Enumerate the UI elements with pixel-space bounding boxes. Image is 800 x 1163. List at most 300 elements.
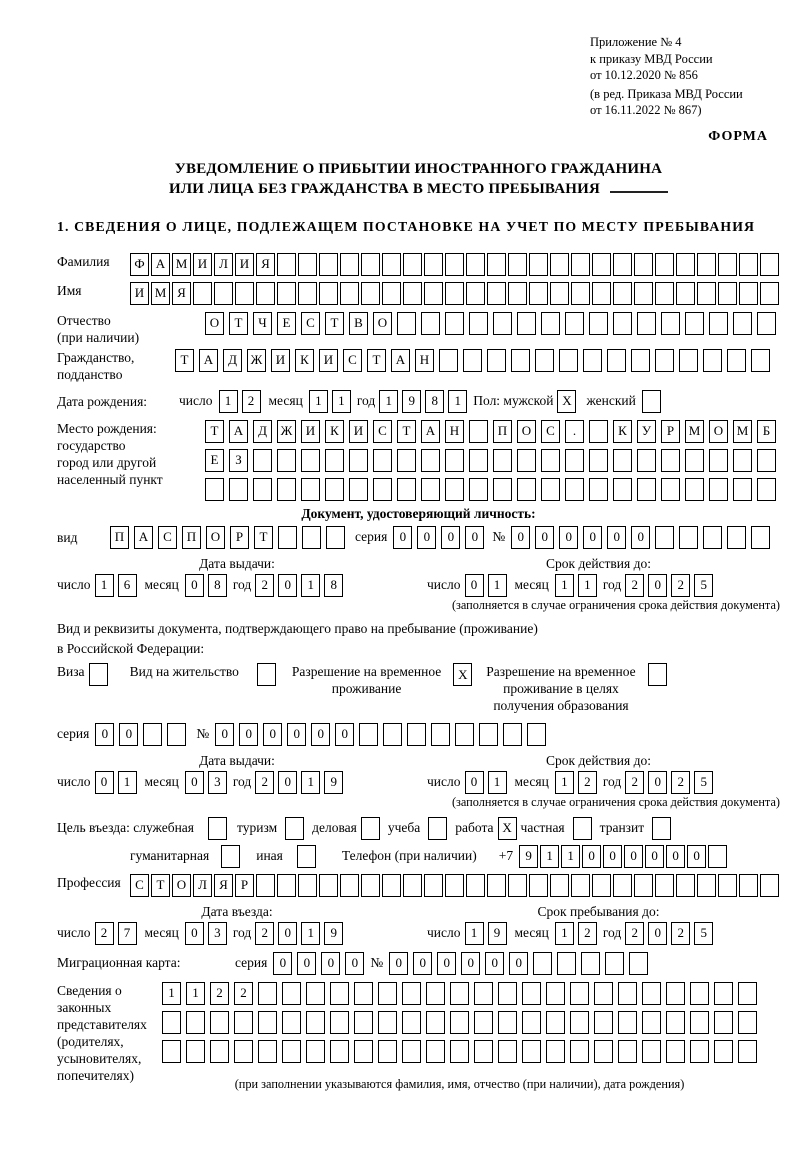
form-cell[interactable]: М (172, 253, 191, 276)
form-cell[interactable]: 0 (631, 526, 650, 549)
residence-permit-checkbox[interactable] (257, 663, 276, 686)
form-cell[interactable] (739, 282, 758, 305)
form-cell[interactable] (349, 449, 368, 472)
form-cell[interactable] (474, 982, 493, 1005)
form-cell[interactable]: А (151, 253, 170, 276)
form-cell[interactable]: Е (205, 449, 224, 472)
form-cell[interactable]: 9 (324, 922, 343, 945)
form-cell[interactable]: Я (172, 282, 191, 305)
form-cell[interactable] (382, 282, 401, 305)
form-cell[interactable]: О (206, 526, 225, 549)
form-cell[interactable] (278, 526, 297, 549)
form-cell[interactable] (426, 1011, 445, 1034)
form-cell[interactable] (733, 449, 752, 472)
form-cell[interactable]: 0 (485, 952, 504, 975)
form-cell[interactable] (637, 312, 656, 335)
purpose-private-checkbox[interactable] (573, 817, 592, 840)
form-cell[interactable] (631, 349, 650, 372)
form-cell[interactable] (319, 282, 338, 305)
form-cell[interactable] (378, 1040, 397, 1063)
form-cell[interactable] (618, 1040, 637, 1063)
form-cell[interactable]: 0 (687, 845, 706, 868)
form-cell[interactable]: 1 (162, 982, 181, 1005)
form-cell[interactable]: 8 (208, 574, 227, 597)
form-cell[interactable]: 0 (624, 845, 643, 868)
form-cell[interactable] (718, 874, 737, 897)
form-cell[interactable]: П (182, 526, 201, 549)
purpose-humanitarian-checkbox[interactable] (221, 845, 240, 868)
form-cell[interactable]: Е (277, 312, 296, 335)
form-cell[interactable]: З (229, 449, 248, 472)
form-cell[interactable]: 0 (559, 526, 578, 549)
form-cell[interactable]: К (613, 420, 632, 443)
form-cell[interactable] (618, 982, 637, 1005)
form-cell[interactable]: Р (235, 874, 254, 897)
form-cell[interactable]: И (235, 253, 254, 276)
form-cell[interactable] (757, 478, 776, 501)
form-cell[interactable] (550, 253, 569, 276)
form-cell[interactable] (234, 1011, 253, 1034)
form-cell[interactable] (714, 1011, 733, 1034)
form-cell[interactable]: 1 (301, 574, 320, 597)
form-cell[interactable] (421, 449, 440, 472)
form-cell[interactable] (205, 478, 224, 501)
purpose-transit-checkbox[interactable] (652, 817, 671, 840)
form-cell[interactable]: 0 (461, 952, 480, 975)
form-cell[interactable] (431, 723, 450, 746)
form-cell[interactable]: 9 (519, 845, 538, 868)
form-cell[interactable] (277, 282, 296, 305)
form-cell[interactable]: 1 (219, 390, 238, 413)
form-cell[interactable] (535, 349, 554, 372)
form-cell[interactable]: К (325, 420, 344, 443)
form-cell[interactable] (229, 478, 248, 501)
form-cell[interactable] (546, 1011, 565, 1034)
temp-permit-checkbox[interactable]: X (453, 663, 472, 686)
form-cell[interactable] (319, 874, 338, 897)
form-cell[interactable] (439, 349, 458, 372)
form-cell[interactable] (424, 874, 443, 897)
form-cell[interactable] (210, 1040, 229, 1063)
form-cell[interactable] (529, 874, 548, 897)
form-cell[interactable]: 2 (671, 771, 690, 794)
form-cell[interactable] (298, 253, 317, 276)
form-cell[interactable] (359, 723, 378, 746)
form-cell[interactable] (508, 253, 527, 276)
form-cell[interactable] (479, 723, 498, 746)
form-cell[interactable]: 0 (95, 723, 114, 746)
form-cell[interactable] (613, 312, 632, 335)
form-cell[interactable] (661, 449, 680, 472)
form-cell[interactable] (709, 449, 728, 472)
form-cell[interactable]: Р (230, 526, 249, 549)
form-cell[interactable]: 0 (465, 574, 484, 597)
form-cell[interactable] (570, 1011, 589, 1034)
form-cell[interactable]: С (158, 526, 177, 549)
form-cell[interactable] (618, 1011, 637, 1034)
form-cell[interactable] (541, 478, 560, 501)
form-cell[interactable]: О (517, 420, 536, 443)
form-cell[interactable] (326, 526, 345, 549)
form-cell[interactable] (445, 478, 464, 501)
form-cell[interactable]: 0 (263, 723, 282, 746)
form-cell[interactable] (511, 349, 530, 372)
form-cell[interactable] (517, 312, 536, 335)
form-cell[interactable] (613, 478, 632, 501)
form-cell[interactable]: 1 (555, 922, 574, 945)
form-cell[interactable]: 0 (582, 845, 601, 868)
form-cell[interactable] (330, 1011, 349, 1034)
form-cell[interactable]: Т (229, 312, 248, 335)
form-cell[interactable]: Я (256, 253, 275, 276)
form-cell[interactable] (373, 478, 392, 501)
form-cell[interactable] (613, 449, 632, 472)
form-cell[interactable]: 0 (185, 922, 204, 945)
form-cell[interactable] (493, 312, 512, 335)
form-cell[interactable] (426, 1040, 445, 1063)
form-cell[interactable] (760, 874, 779, 897)
form-cell[interactable] (522, 1011, 541, 1034)
form-cell[interactable] (685, 478, 704, 501)
form-cell[interactable]: 2 (95, 922, 114, 945)
form-cell[interactable] (676, 253, 695, 276)
form-cell[interactable] (634, 253, 653, 276)
form-cell[interactable]: 2 (255, 922, 274, 945)
form-cell[interactable] (517, 478, 536, 501)
form-cell[interactable] (527, 723, 546, 746)
form-cell[interactable]: М (733, 420, 752, 443)
form-cell[interactable] (690, 1011, 709, 1034)
form-cell[interactable]: 0 (648, 771, 667, 794)
form-cell[interactable] (637, 449, 656, 472)
form-cell[interactable]: 0 (441, 526, 460, 549)
form-cell[interactable] (466, 874, 485, 897)
form-cell[interactable] (594, 1040, 613, 1063)
form-cell[interactable] (493, 478, 512, 501)
form-cell[interactable] (594, 982, 613, 1005)
form-cell[interactable] (570, 1040, 589, 1063)
form-cell[interactable]: Т (175, 349, 194, 372)
form-cell[interactable]: 2 (671, 574, 690, 597)
form-cell[interactable]: 0 (335, 723, 354, 746)
form-cell[interactable]: Р (661, 420, 680, 443)
form-cell[interactable]: 1 (448, 390, 467, 413)
form-cell[interactable] (403, 874, 422, 897)
form-cell[interactable] (571, 874, 590, 897)
form-cell[interactable]: 0 (185, 574, 204, 597)
form-cell[interactable] (760, 282, 779, 305)
form-cell[interactable]: 1 (555, 771, 574, 794)
form-cell[interactable] (679, 526, 698, 549)
form-cell[interactable]: 5 (694, 574, 713, 597)
form-cell[interactable]: 3 (208, 771, 227, 794)
form-cell[interactable] (382, 874, 401, 897)
form-cell[interactable] (277, 449, 296, 472)
form-cell[interactable] (760, 253, 779, 276)
form-cell[interactable] (402, 1011, 421, 1034)
form-cell[interactable] (445, 253, 464, 276)
form-cell[interactable] (757, 449, 776, 472)
form-cell[interactable] (714, 1040, 733, 1063)
form-cell[interactable] (565, 478, 584, 501)
form-cell[interactable] (690, 1040, 709, 1063)
form-cell[interactable] (325, 478, 344, 501)
form-cell[interactable] (256, 282, 275, 305)
form-cell[interactable]: 0 (607, 526, 626, 549)
form-cell[interactable] (306, 1011, 325, 1034)
form-cell[interactable]: Н (415, 349, 434, 372)
form-cell[interactable] (407, 723, 426, 746)
form-cell[interactable] (594, 1011, 613, 1034)
form-cell[interactable]: 1 (555, 574, 574, 597)
temp-permit-edu-checkbox[interactable] (648, 663, 667, 686)
form-cell[interactable] (463, 349, 482, 372)
form-cell[interactable] (571, 253, 590, 276)
form-cell[interactable] (571, 282, 590, 305)
form-cell[interactable] (487, 253, 506, 276)
form-cell[interactable] (487, 874, 506, 897)
form-cell[interactable]: 0 (95, 771, 114, 794)
form-cell[interactable] (690, 982, 709, 1005)
form-cell[interactable]: 0 (345, 952, 364, 975)
form-cell[interactable]: И (271, 349, 290, 372)
form-cell[interactable] (186, 1040, 205, 1063)
form-cell[interactable] (661, 312, 680, 335)
form-cell[interactable] (424, 253, 443, 276)
form-cell[interactable] (330, 1040, 349, 1063)
form-cell[interactable]: 0 (278, 574, 297, 597)
purpose-business-checkbox[interactable] (361, 817, 380, 840)
form-cell[interactable] (258, 1011, 277, 1034)
form-cell[interactable] (557, 952, 576, 975)
purpose-work-checkbox[interactable]: X (498, 817, 517, 840)
form-cell[interactable]: 0 (645, 845, 664, 868)
form-cell[interactable] (708, 845, 727, 868)
form-cell[interactable] (143, 723, 162, 746)
form-cell[interactable] (634, 874, 653, 897)
form-cell[interactable]: П (493, 420, 512, 443)
form-cell[interactable] (592, 282, 611, 305)
form-cell[interactable]: 0 (583, 526, 602, 549)
form-cell[interactable]: 0 (311, 723, 330, 746)
form-cell[interactable]: 0 (321, 952, 340, 975)
form-cell[interactable]: 0 (273, 952, 292, 975)
form-cell[interactable]: Н (445, 420, 464, 443)
form-cell[interactable]: С (130, 874, 149, 897)
form-cell[interactable] (697, 874, 716, 897)
form-cell[interactable]: 1 (488, 771, 507, 794)
form-cell[interactable]: 0 (278, 771, 297, 794)
form-cell[interactable] (253, 478, 272, 501)
form-cell[interactable] (466, 253, 485, 276)
form-cell[interactable] (666, 982, 685, 1005)
form-cell[interactable] (402, 1040, 421, 1063)
form-cell[interactable] (605, 952, 624, 975)
form-cell[interactable] (277, 874, 296, 897)
form-cell[interactable] (373, 449, 392, 472)
form-cell[interactable]: О (709, 420, 728, 443)
form-cell[interactable] (498, 982, 517, 1005)
form-cell[interactable]: К (295, 349, 314, 372)
form-cell[interactable]: 1 (379, 390, 398, 413)
form-cell[interactable] (349, 478, 368, 501)
form-cell[interactable]: 2 (255, 771, 274, 794)
form-cell[interactable] (661, 478, 680, 501)
form-cell[interactable] (676, 282, 695, 305)
form-cell[interactable] (445, 874, 464, 897)
form-cell[interactable]: Я (214, 874, 233, 897)
form-cell[interactable] (235, 282, 254, 305)
form-cell[interactable] (445, 449, 464, 472)
form-cell[interactable]: 0 (297, 952, 316, 975)
form-cell[interactable] (655, 253, 674, 276)
form-cell[interactable] (634, 282, 653, 305)
form-cell[interactable] (727, 526, 746, 549)
form-cell[interactable] (718, 282, 737, 305)
form-cell[interactable]: 2 (625, 771, 644, 794)
form-cell[interactable] (474, 1040, 493, 1063)
form-cell[interactable]: 0 (119, 723, 138, 746)
form-cell[interactable] (533, 952, 552, 975)
form-cell[interactable]: Л (193, 874, 212, 897)
form-cell[interactable] (613, 874, 632, 897)
form-cell[interactable] (210, 1011, 229, 1034)
form-cell[interactable] (474, 1011, 493, 1034)
form-cell[interactable] (426, 982, 445, 1005)
form-cell[interactable]: 0 (417, 526, 436, 549)
form-cell[interactable]: И (301, 420, 320, 443)
form-cell[interactable]: 0 (437, 952, 456, 975)
form-cell[interactable]: 1 (309, 390, 328, 413)
form-cell[interactable] (714, 982, 733, 1005)
form-cell[interactable]: 1 (578, 574, 597, 597)
form-cell[interactable] (382, 253, 401, 276)
form-cell[interactable] (655, 526, 674, 549)
form-cell[interactable] (570, 982, 589, 1005)
form-cell[interactable] (655, 349, 674, 372)
form-cell[interactable]: 0 (465, 771, 484, 794)
form-cell[interactable] (383, 723, 402, 746)
form-cell[interactable] (685, 312, 704, 335)
form-cell[interactable] (592, 874, 611, 897)
form-cell[interactable] (325, 449, 344, 472)
form-cell[interactable] (450, 982, 469, 1005)
form-cell[interactable] (751, 349, 770, 372)
form-cell[interactable]: Т (205, 420, 224, 443)
form-cell[interactable]: Т (367, 349, 386, 372)
sex-female-checkbox[interactable] (642, 390, 661, 413)
form-cell[interactable] (676, 874, 695, 897)
form-cell[interactable] (397, 449, 416, 472)
form-cell[interactable] (162, 1040, 181, 1063)
form-cell[interactable] (361, 253, 380, 276)
purpose-tourism-checkbox[interactable] (285, 817, 304, 840)
form-cell[interactable]: 2 (578, 771, 597, 794)
form-cell[interactable] (607, 349, 626, 372)
form-cell[interactable] (330, 982, 349, 1005)
form-cell[interactable]: 0 (509, 952, 528, 975)
form-cell[interactable]: 8 (324, 574, 343, 597)
form-cell[interactable] (522, 1040, 541, 1063)
form-cell[interactable]: Б (757, 420, 776, 443)
purpose-study-checkbox[interactable] (428, 817, 447, 840)
form-cell[interactable]: 3 (208, 922, 227, 945)
form-cell[interactable] (655, 282, 674, 305)
form-cell[interactable] (522, 982, 541, 1005)
form-cell[interactable] (703, 526, 722, 549)
form-cell[interactable] (397, 312, 416, 335)
form-cell[interactable] (282, 1011, 301, 1034)
form-cell[interactable] (546, 982, 565, 1005)
form-cell[interactable]: 9 (402, 390, 421, 413)
form-cell[interactable] (469, 478, 488, 501)
form-cell[interactable] (655, 874, 674, 897)
form-cell[interactable] (234, 1040, 253, 1063)
form-cell[interactable] (378, 1011, 397, 1034)
form-cell[interactable] (642, 982, 661, 1005)
form-cell[interactable] (637, 478, 656, 501)
form-cell[interactable]: И (349, 420, 368, 443)
form-cell[interactable] (589, 420, 608, 443)
form-cell[interactable]: 0 (413, 952, 432, 975)
form-cell[interactable]: 9 (324, 771, 343, 794)
form-cell[interactable] (666, 1011, 685, 1034)
form-cell[interactable] (508, 282, 527, 305)
form-cell[interactable]: 1 (301, 922, 320, 945)
form-cell[interactable] (340, 253, 359, 276)
form-cell[interactable] (517, 449, 536, 472)
form-cell[interactable] (403, 282, 422, 305)
form-cell[interactable] (685, 449, 704, 472)
form-cell[interactable]: М (151, 282, 170, 305)
form-cell[interactable]: 1 (186, 982, 205, 1005)
form-cell[interactable]: Д (253, 420, 272, 443)
form-cell[interactable]: . (565, 420, 584, 443)
form-cell[interactable]: Д (223, 349, 242, 372)
form-cell[interactable] (718, 253, 737, 276)
form-cell[interactable] (757, 312, 776, 335)
form-cell[interactable]: 2 (210, 982, 229, 1005)
form-cell[interactable] (319, 253, 338, 276)
form-cell[interactable]: 1 (561, 845, 580, 868)
form-cell[interactable] (679, 349, 698, 372)
form-cell[interactable]: 0 (648, 922, 667, 945)
form-cell[interactable]: А (134, 526, 153, 549)
form-cell[interactable] (739, 253, 758, 276)
form-cell[interactable]: У (637, 420, 656, 443)
form-cell[interactable]: 0 (278, 922, 297, 945)
form-cell[interactable] (306, 982, 325, 1005)
form-cell[interactable] (642, 1040, 661, 1063)
form-cell[interactable]: 0 (535, 526, 554, 549)
form-cell[interactable] (709, 312, 728, 335)
form-cell[interactable] (302, 526, 321, 549)
form-cell[interactable] (282, 982, 301, 1005)
form-cell[interactable] (703, 349, 722, 372)
form-cell[interactable]: 0 (287, 723, 306, 746)
form-cell[interactable]: Т (254, 526, 273, 549)
form-cell[interactable]: О (172, 874, 191, 897)
form-cell[interactable] (592, 253, 611, 276)
form-cell[interactable] (541, 449, 560, 472)
form-cell[interactable] (397, 478, 416, 501)
form-cell[interactable] (361, 282, 380, 305)
form-cell[interactable] (214, 282, 233, 305)
form-cell[interactable] (565, 449, 584, 472)
form-cell[interactable] (354, 982, 373, 1005)
form-cell[interactable]: С (343, 349, 362, 372)
form-cell[interactable]: 5 (694, 771, 713, 794)
